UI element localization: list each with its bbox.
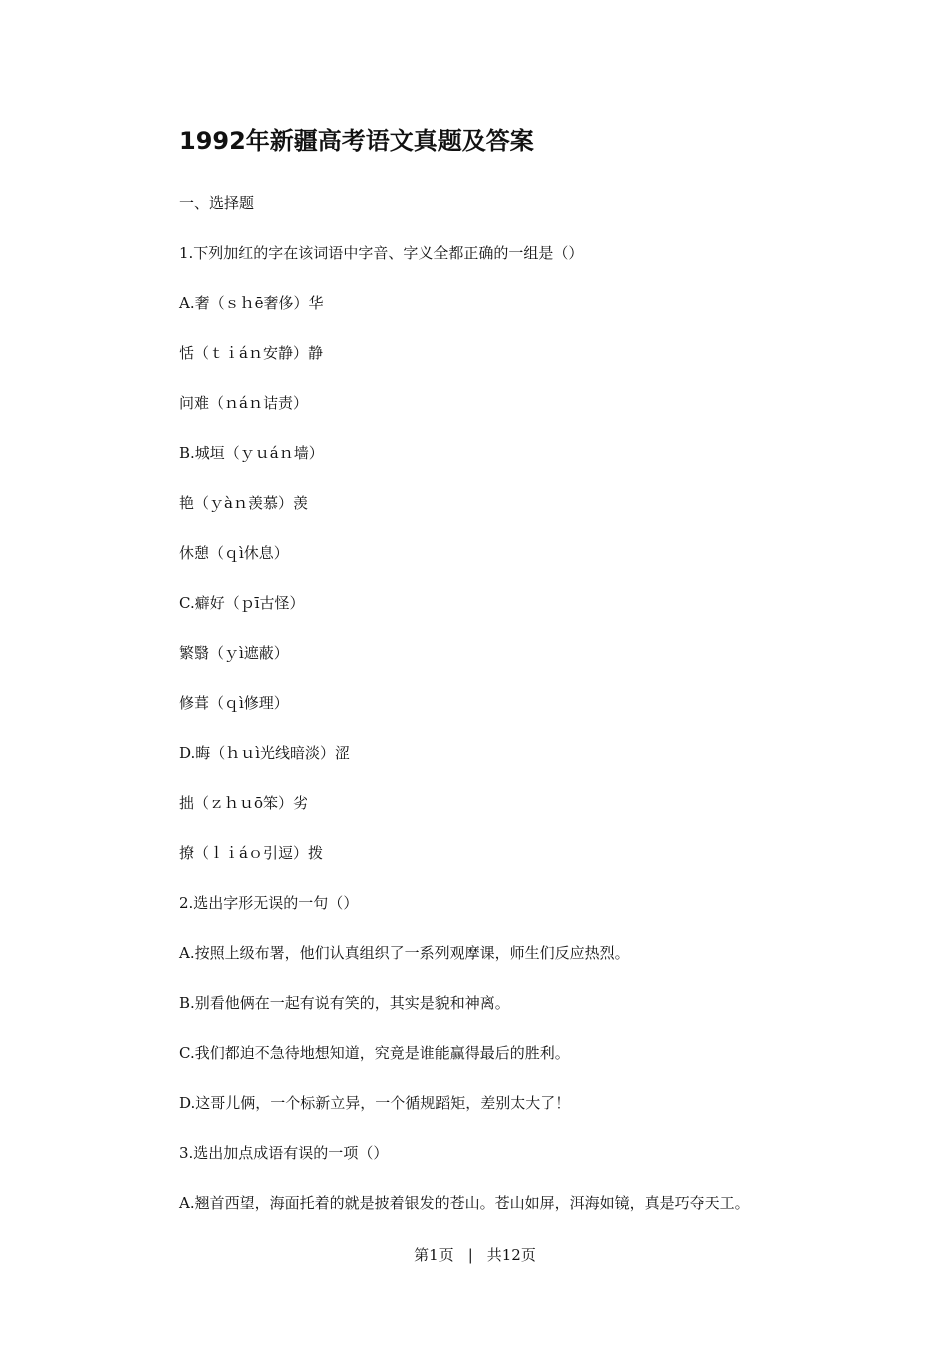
option-c-line-1: C.癖好（ｐī古怪） [179,594,305,612]
page-footer [0,1244,950,1266]
option-a-line-1: A.奢（ｓｈē奢侈）华 [179,294,324,312]
option-c-line-2: 繁翳（ｙì遮蔽） [179,644,289,662]
footer-separator: | [467,1246,473,1264]
option-d-line-3: 撩（ｌｉáｏ引逗）拨 [179,844,323,862]
question-2-option-a: A.按照上级布署，他们认真组织了一系列观摩课，师生们反应热烈。 [179,944,630,962]
question-2-option-b: B.别看他俩在一起有说有笑的，其实是貌和神离。 [179,994,510,1012]
option-a-line-3: 问难（ｎáｎ诘责） [179,394,308,412]
question-2: 2.选出字形无误的一句（） [179,894,359,912]
option-a-line-2: 恬（ｔｉáｎ安静）静 [179,344,323,362]
option-d-line-2: 拙（ｚｈｕō笨）劣 [179,794,309,812]
page-number: 第1页 [414,1246,454,1264]
question-2-option-c: C.我们都迫不急待地想知道，究竟是谁能赢得最后的胜利。 [179,1044,570,1062]
section-heading: 一、选择题 [179,194,255,212]
option-c-line-3: 修葺（ｑì修理） [179,694,289,712]
option-b-line-1: B.城垣（ｙｕáｎ墙） [179,444,324,462]
question-1: 1.下列加红的字在该词语中字音、字义全都正确的一组是（） [179,244,584,262]
total-pages: 共12页 [486,1246,536,1264]
question-2-option-d: D.这哥儿俩，一个标新立异，一个循规蹈矩，差别太大了！ [179,1094,571,1112]
document-title: 1992年新疆高考语文真题及答案 [179,127,534,155]
question-3-option-a: A.翘首西望，海面托着的就是披着银发的苍山。苍山如屏，洱海如镜，真是巧夺天工。 [179,1194,750,1212]
option-b-line-3: 休憩（ｑì休息） [179,544,289,562]
option-b-line-2: 艳（ｙàｎ羡慕）羡 [179,494,308,512]
question-3: 3.选出加点成语有误的一项（） [179,1144,389,1162]
option-d-line-1: D.晦（ｈｕì光线暗淡）涩 [179,744,351,762]
